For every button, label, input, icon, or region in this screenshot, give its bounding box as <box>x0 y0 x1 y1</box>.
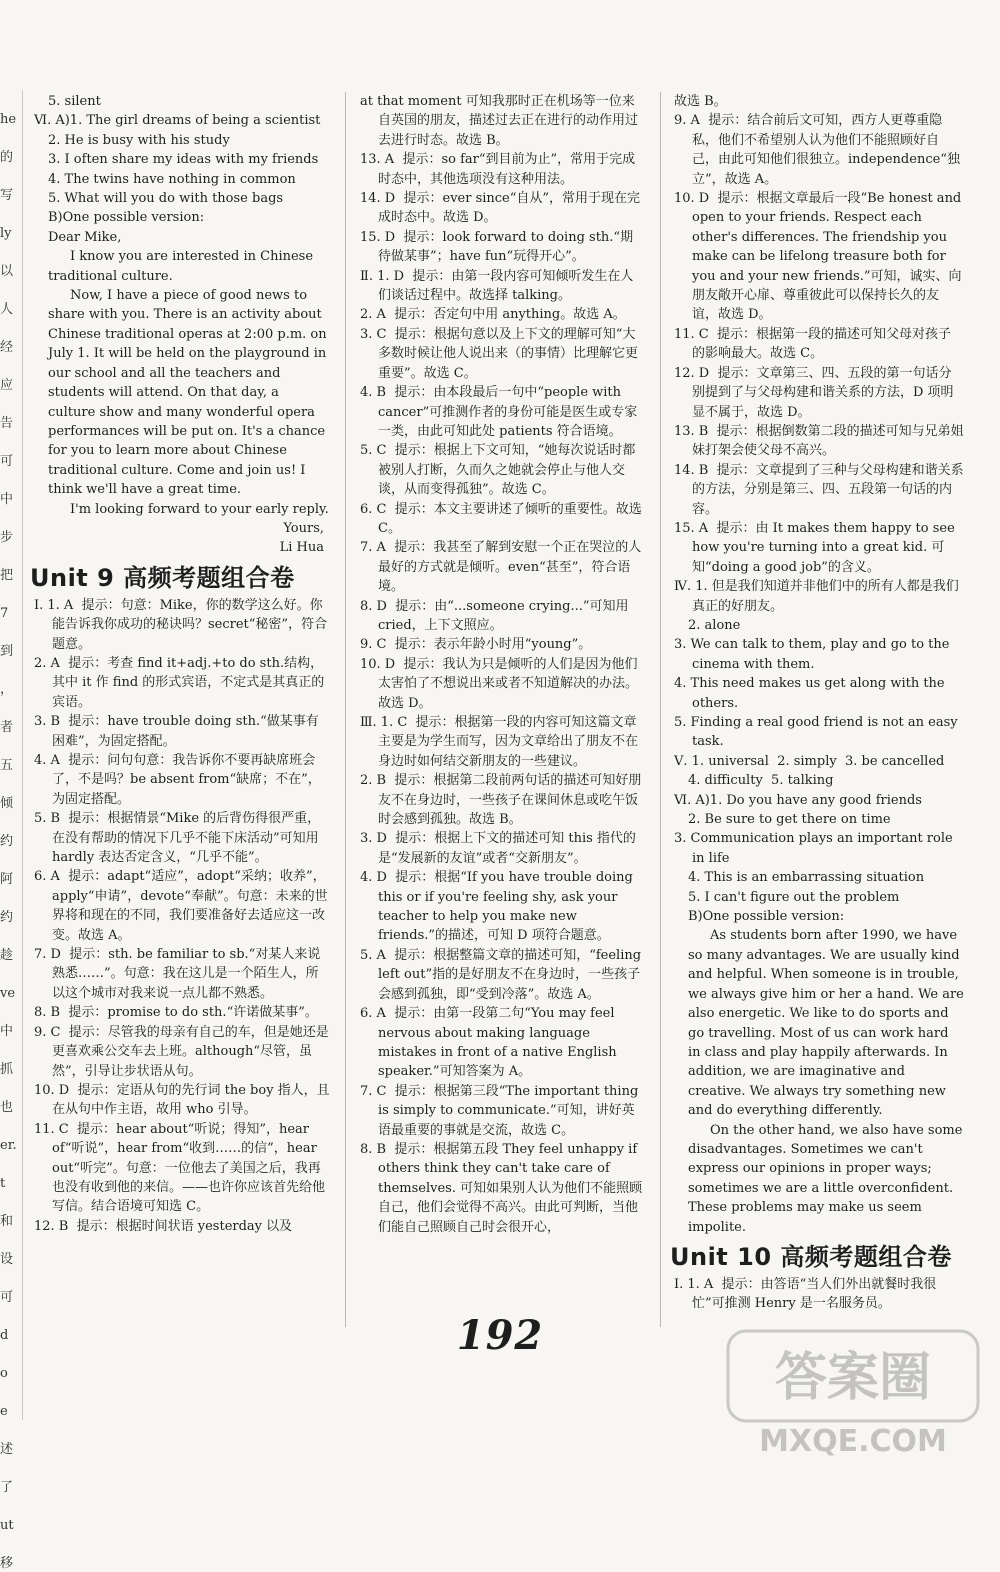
text-line: 15. D 提示：look forward to doing sth.“期待做某事”；have fun“玩得开心”。 <box>360 229 634 265</box>
edge-fragment: 7 <box>0 606 9 621</box>
text-line: 4. This is an embarrassing situation <box>688 870 925 886</box>
edge-fragment: 五 <box>0 758 14 773</box>
edge-fragment: 和 <box>0 1214 14 1229</box>
unit9-answers <box>34 596 330 1236</box>
edge-fragment: d <box>0 1328 9 1343</box>
edge-fragment: 也 <box>0 1100 14 1115</box>
text-line: 4. D 提示：根据“If you have trouble doing this or if you're feeling shy, ask your teacher to help you make new friends.”的描述，可知 D 项符合题意。 <box>360 870 638 944</box>
text-line: 5. silent <box>48 94 101 109</box>
text-line: 8. B 提示：promise to do sth.“许诺做某事”。 <box>34 1005 318 1021</box>
text-line: 6. A 提示：由第一段第二句“You may feel nervous about making language mistakes in front of a native English speaker.”可知答案为 A。 <box>360 1006 621 1080</box>
text-line: 10. D 提示：根据文章最后一段“Be honest and open to your friends. Respect each other's differences. The friendship you make can be lifelong treasure both for you and your new friends.”可知，诚实、向朋友敞开心扉、尊重彼此可以保持长久的友谊，故选 D。 <box>674 191 966 323</box>
column-divider <box>345 92 346 1327</box>
edge-fragment: 中 <box>0 1024 14 1039</box>
text-line: 11. C 提示：根据第一段的描述可知父母对孩子的影响最大。故选 C。 <box>674 326 952 362</box>
unit9-answers-continued <box>360 92 646 1237</box>
text-line: 3. D 提示：根据上下文的描述可知 this 指代的是“发展新的友谊”或者“交新朋友”。 <box>360 831 636 866</box>
text-line: 5. B 提示：根据情景“Mike 的后背伤得很严重，在没有帮助的情况下几乎不能下床活动”可知用 hardly 表达否定含义，“几乎不能”。 <box>34 811 323 866</box>
edge-fragment: t <box>0 1176 6 1191</box>
text-line: 11. C 提示：hear about“听说；得知”，hear of“听说”，hear from“收到……的信”，hear out“听完”。句意：一位他去了美国之后，我再也没有收到他的来信。——也许你应该首先给他写信。结合语境可知选 C。 <box>34 1121 326 1215</box>
edge-fragment: 以 <box>0 264 14 279</box>
text-line: 7. D 提示：sth. be familiar to sb.“对某人来说熟悉……”。句意：我在这儿是一个陌生人，所以这个城市对我来说一点儿都不熟悉。 <box>34 947 321 1001</box>
text-line: 2. alone <box>688 617 741 633</box>
text-line: Li Hua <box>279 540 324 556</box>
text-line: Ⅵ. A)1. The girl dreams of being a scientist <box>34 113 321 129</box>
text-line: 6. C 提示：本文主要讲述了倾听的重要性。故选 C。 <box>360 501 646 536</box>
text-line: 2. A 提示：否定句中用 anything。故选 A。 <box>360 307 626 323</box>
text-line: 4. A 提示：问句句意：我告诉你不要再缺席班会了，不是吗？be absent from“缺席；不在”，为固定搭配。 <box>34 753 321 807</box>
text-line: 10. D 提示：定语从句的先行词 the boy 指人，且在从句中作主语，故用 who 引导。 <box>34 1082 330 1118</box>
edge-fragment: 的 <box>0 150 14 165</box>
edge-fragment: 者 <box>0 720 14 735</box>
text-line: 9. A 提示：结合前后文可知，西方人更尊重隐私，他们不希望别人认为他们不能照顾好自己，由此可知他们很独立。independence“独立”，故选 A。 <box>674 113 960 187</box>
edge-fragment: ve <box>0 986 16 1001</box>
edge-fragment: 可 <box>0 1290 14 1305</box>
text-line: Ⅴ. 1. universal 2. simply 3. be cancelled <box>674 753 945 769</box>
text-line: B)One possible version: <box>688 909 845 925</box>
edge-fragment: 趁 <box>0 948 14 963</box>
text-line: 15. A 提示：由 It makes them happy to see how you're turning into a great kid. 可知“doing a good job”的含义。 <box>674 520 959 575</box>
unit9-title: Unit 9 高频考题组合卷 <box>30 563 295 592</box>
left-page-edge-fragments <box>0 90 23 1571</box>
text-line: 8. B 提示：根据第五段 They feel unhappy if others think they can't take care of themselves. 可知如果别人认为他们不能照顾自己，他们会觉得不高兴。由此可判断，当他们能自己照顾自己时会很开心， <box>360 1141 643 1235</box>
edge-fragment: he <box>0 112 17 127</box>
page-number: 192 <box>456 1312 544 1359</box>
text-line: 7. C 提示：根据第三段“The important thing is simply to communicate.”可知，讲好英语最重要的事就是交流，故选 C。 <box>360 1083 643 1138</box>
text-line: 10. D 提示：我认为只是倾听的人们是因为他们太害怕了不想说出来或者不知道解决的办法。故选 D。 <box>360 656 639 711</box>
text-line: 2. Be sure to get there on time <box>688 812 891 828</box>
unit10-answers <box>674 1275 964 1314</box>
edge-fragment: 把 <box>0 568 14 583</box>
text-line: I'm looking forward to your early reply. <box>70 501 329 517</box>
text-line: 9. C 提示：尽管我的母亲有自己的车，但是她还是更喜欢乘公交车去上班。although“尽管，虽然”，引导让步状语从句。 <box>34 1024 329 1079</box>
edge-fragment: 阿 <box>0 872 14 887</box>
column-divider <box>660 92 661 1327</box>
text-line: 13. A 提示：so far“到目前为止”，常用于完成时态中，其他选项没有这种用法。 <box>360 152 636 187</box>
text-line: 3. Communication plays an important role in life <box>674 831 957 866</box>
edge-fragment: 移 <box>0 1556 14 1571</box>
edge-fragment: 应 <box>0 378 14 393</box>
text-line: 故选 B。 <box>674 94 727 109</box>
unit9-answers-end <box>674 92 969 1237</box>
text-line: 2. A 提示：考查 find it+adj.+to do sth.结构，其中 it 作 find 的形式宾语，不定式是其真正的宾语。 <box>34 655 325 710</box>
column-2 <box>360 92 646 1237</box>
text-line: Ⅵ. A)1. Do you have any good friends <box>674 792 922 808</box>
text-line: Ⅳ. 1. 但是我们知道并非他们中的所有人都是我们真正的好朋友。 <box>674 579 959 614</box>
edge-fragment: 到 <box>0 644 14 659</box>
text-line: 14. B 提示：文章提到了三种与父母构建和谐关系的方法，分别是第三、四、五段第一句话的内容。 <box>674 462 964 517</box>
text-line: 8. D 提示：由“...someone crying...”可知用 cried，上下文照应。 <box>360 598 633 633</box>
text-line: 9. C 提示：表示年龄小时用“young”。 <box>360 637 592 653</box>
text-line: Ⅱ. 1. D 提示：由第一段内容可知倾听发生在人们谈话过程中。故选择 talking。 <box>360 268 634 304</box>
text-line: Yours, <box>283 520 324 536</box>
column-3 <box>670 92 969 1314</box>
edge-fragment: 了 <box>0 1480 14 1495</box>
text-line: 3. I often share my ideas with my friends <box>48 152 319 168</box>
text-line: 4. The twins have nothing in common <box>48 171 296 187</box>
text-line: 5. What will you do with those bags <box>48 191 284 207</box>
text-line: Ⅲ. 1. C 提示：根据第一段的内容可知这篇文章主要是为学生而写，因为文章给出了朋友不在身边时如何结交新朋友的一些建议。 <box>360 715 639 769</box>
watermark-site: MXQE.COM <box>759 1424 947 1459</box>
text-line: 5. Finding a real good friend is not an easy task. <box>674 715 962 750</box>
text-line: Now, I have a piece of good news to share with you. There is an activity about Chinese traditional operas at 2:00 p.m. on July 1. It will be held on the playground in our school and all the teachers and students will attend. On that day, a culture show and many wonderful opera performances will be put on. It's a chance for you to learn more about Chinese traditional culture. Come and join us! I think we'll have a great time. <box>48 288 331 498</box>
watermark-logo <box>718 1323 988 1463</box>
edge-fragment: 经 <box>0 340 14 355</box>
text-line: 3. C 提示：根据句意以及上下文的理解可知“大多数时候让他人说出来（的事情）比理解它更重要”。故选 C。 <box>360 326 639 381</box>
text-line: 2. B 提示：根据第二段前两句话的描述可知好朋友不在身边时，一些孩子在课间休息或吃午饭时会感到孤独。故选 B。 <box>360 773 642 828</box>
text-line: 5. A 提示：根据整篇文章的描述可知，“feeling left out”指的是好朋友不在身边时，一些孩子会感到孤独，即“受到冷落”。故选 A。 <box>360 947 646 1002</box>
text-line: 5. C 提示：根据上下文可知，“她每次说话时都被别人打断，久而久之她就会停止与他人交谈，从而变得孤独”。故选 C。 <box>360 443 636 498</box>
text-line: Ⅰ. 1. A 提示：由答语“当人们外出就餐时我很忙”可推测 Henry 是一名服务员。 <box>674 1276 937 1312</box>
edge-fragment: 写 <box>0 188 14 203</box>
column-1 <box>30 92 331 1236</box>
unit8-writing-answers <box>34 92 330 558</box>
text-line: 7. A 提示：我甚至了解到安慰一个正在哭泣的人最好的方式就是倾听。even“甚至”，符合语境。 <box>360 540 642 595</box>
text-line: 5. I can't figure out the problem <box>688 889 900 905</box>
edge-fragment: 述 <box>0 1442 14 1457</box>
text-line: 3. B 提示：have trouble doing sth.“做某事有困难”，为固定搭配。 <box>34 714 319 749</box>
edge-fragment: 倾 <box>0 796 14 811</box>
edge-fragment: e <box>0 1404 8 1419</box>
edge-fragment: 告 <box>0 416 14 431</box>
edge-fragment: 人 <box>0 302 14 317</box>
edge-fragment: ly <box>0 226 12 241</box>
unit10-title: Unit 10 高频考题组合卷 <box>670 1242 952 1271</box>
edge-fragment: 设 <box>0 1252 14 1267</box>
watermark-label: 答案圈 <box>774 1348 932 1408</box>
edge-fragment: 抓 <box>0 1062 14 1077</box>
text-line: I know you are interested in Chinese traditional culture. <box>48 249 318 284</box>
text-line: 4. This need makes us get along with the others. <box>674 676 949 711</box>
text-line: 14. D 提示：ever since“自从”，常用于现在完成时态中。故选 D。 <box>360 191 641 226</box>
edge-fragment: ut <box>0 1518 14 1533</box>
text-line: 12. B 提示：根据时间状语 yesterday 以及 <box>34 1218 293 1234</box>
text-line: 2. He is busy with his study <box>48 132 230 148</box>
edge-fragment: 约 <box>0 910 14 925</box>
text-line: On the other hand, we also have some disadvantages. Sometimes we can't express our opinions in proper ways; sometimes we are a little overconfident. These problems may make us seem impolite. <box>688 1122 967 1235</box>
text-line: at that moment 可知我那时正在机场等一位来自英国的朋友，描述过去正在进行的动作用过去进行时态。故选 B。 <box>360 94 639 148</box>
text-line: Dear Mike, <box>48 229 122 245</box>
edge-fragment: er. <box>0 1138 17 1153</box>
edge-fragment: ， <box>0 682 14 697</box>
edge-fragment: 中 <box>0 492 14 507</box>
text-line: 4. B 提示：由本段最后一句中“people with cancer”可推测作者的身份可能是医生或专家一类，由此可知此处 patients 符合语境。 <box>360 385 638 439</box>
text-line: 6. A 提示：adapt“适应”，adopt“采纳；收养”，apply“申请”，devote“奉献”。句意：未来的世界将和现在的不同，我们要准备好去适应这一改变。故选 A。 <box>34 869 328 943</box>
text-line: 12. D 提示：文章第三、四、五段的第一句话分别提到了与父母构建和谐关系的方法，D 项明显不属于，故选 D。 <box>674 365 954 420</box>
edge-fragment: 步 <box>0 530 14 545</box>
edge-fragment: 可 <box>0 454 14 469</box>
text-line: B)One possible version: <box>48 210 205 226</box>
text-line: 13. B 提示：根据倒数第二段的描述可知与兄弟姐妹打架会使父母不高兴。 <box>674 423 964 459</box>
edge-fragment: 约 <box>0 834 14 849</box>
edge-fragment: o <box>0 1366 8 1381</box>
text-line: 3. We can talk to them, play and go to the cinema with them. <box>674 637 954 672</box>
text-line: 4. difficulty 5. talking <box>688 773 834 789</box>
text-line: Ⅰ. 1. A 提示：句意：Mike，你的数学这么好。你能告诉我你成功的秘诀吗？secret“秘密”，符合题意。 <box>34 597 328 652</box>
text-line: As students born after 1990, we have so many advantages. We are usually kind and helpful. When someone is in trouble, we always give him or her a hand. We are also energetic. We like to do sports and go travelling. Most of us can work hard in class and play happily afterwards. In addition, we are imaginative and creative. We always try something new and do everything differently. <box>688 928 969 1119</box>
